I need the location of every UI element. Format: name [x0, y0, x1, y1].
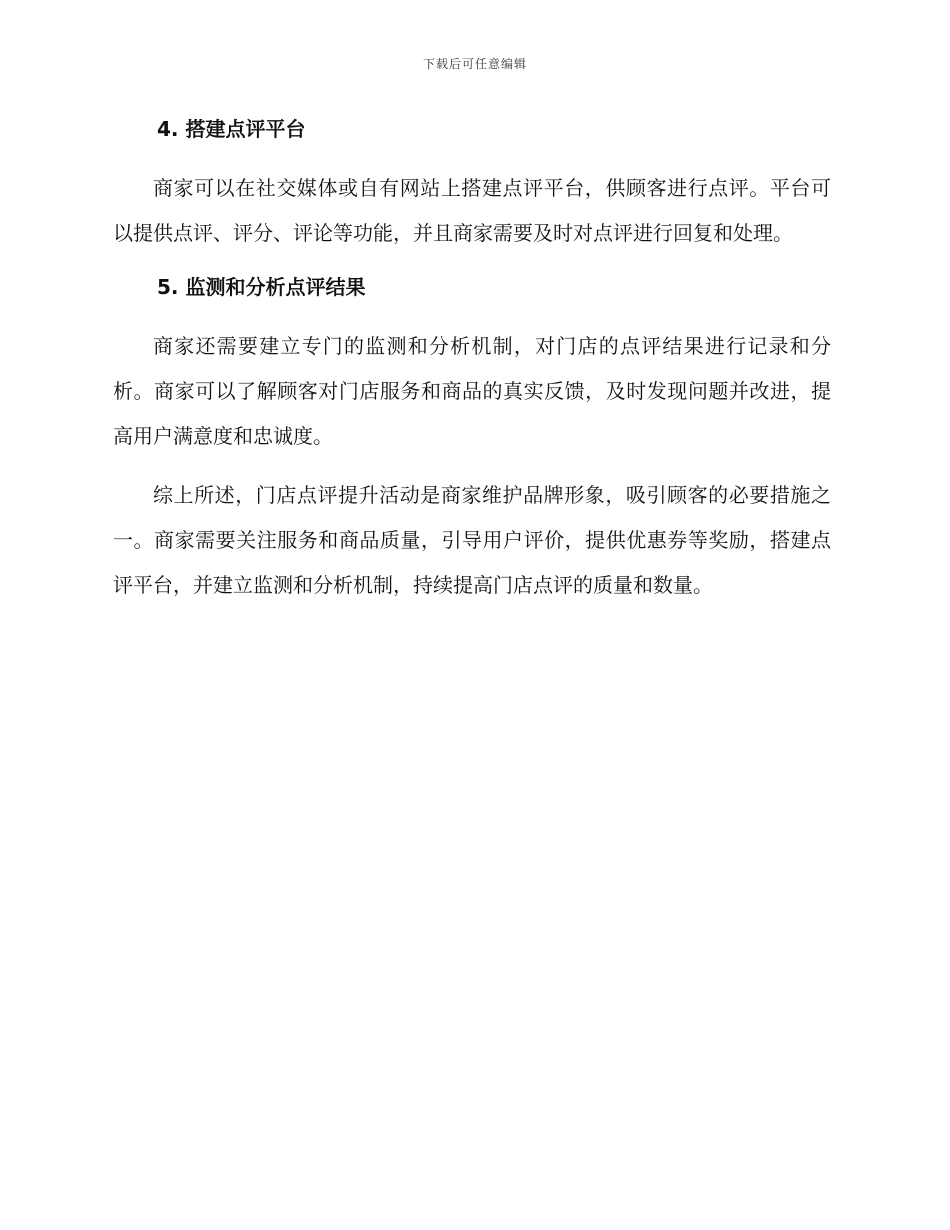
document-body	[113, 112, 831, 622]
section-paragraph-4: 商家可以在社交媒体或自有网站上搭建点评平台，供顾客进行点评。平台可以提供点评、评分、评论等功能，并且商家需要及时对点评进行回复和处理。	[113, 176, 831, 245]
section-heading-5: 5. 监测和分析点评结果	[157, 275, 366, 299]
conclusion-paragraph: 综上所述，门店点评提升活动是商家维护品牌形象，吸引顾客的必要措施之一。商家需要关注服务和商品质量，引导用户评价，提供优惠券等奖励，搭建点评平台，并建立监测和分析机制，持续提高门店点评的质量和数量。	[113, 483, 831, 597]
section-paragraph-5: 商家还需要建立专门的监测和分析机制，对门店的点评结果进行记录和分析。商家可以了解顾客对门店服务和商品的真实反馈，及时发现问题并改进，提高用户满意度和忠诚度。	[113, 334, 831, 448]
section-heading-4: 4. 搭建点评平台	[157, 117, 306, 141]
page-header: 下载后可任意编辑	[422, 57, 527, 71]
